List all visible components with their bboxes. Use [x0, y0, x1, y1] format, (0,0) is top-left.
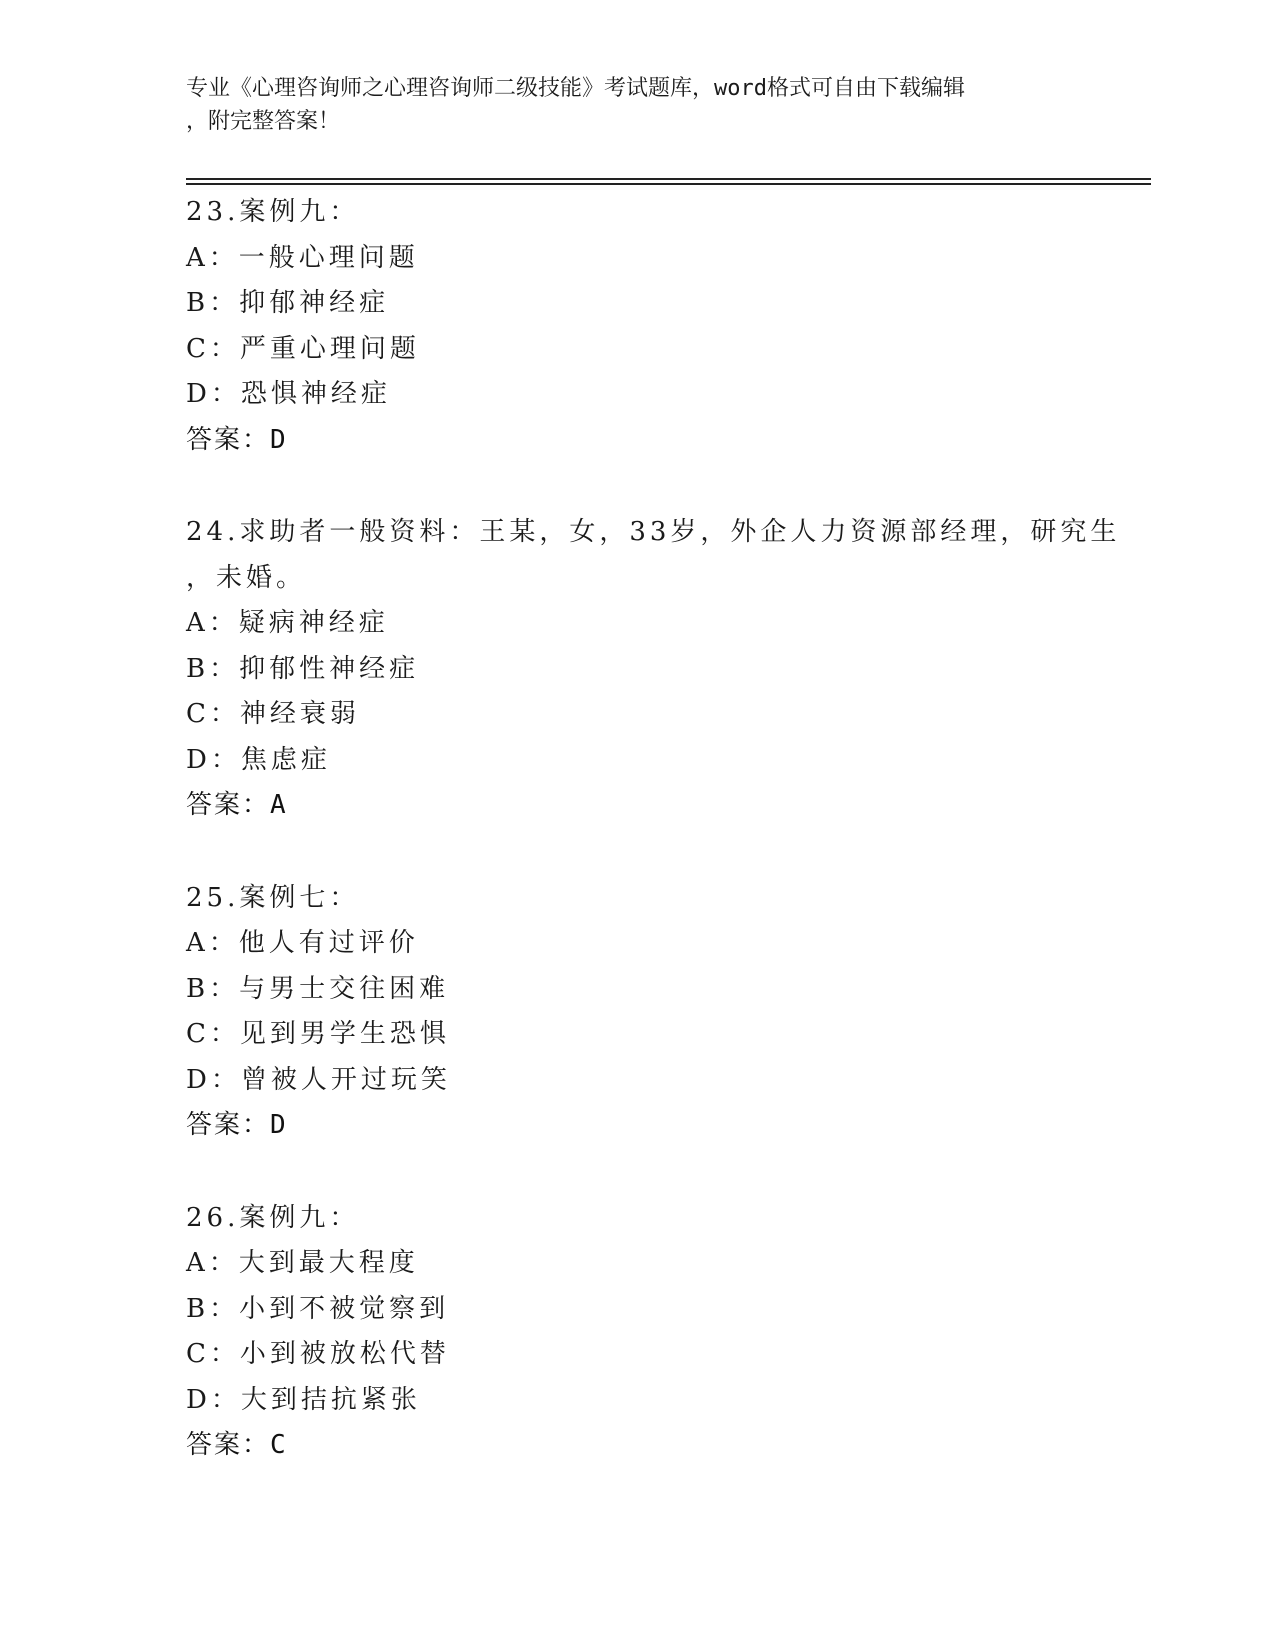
- option-d: D：恐惧神经症: [186, 379, 391, 409]
- answer-value: C: [270, 1430, 286, 1460]
- question-24: [186, 510, 1121, 829]
- answer-value: D: [270, 1110, 286, 1140]
- option-b: B：抑郁神经症: [186, 288, 390, 318]
- option-a: A：大到最大程度: [186, 1248, 419, 1278]
- answer-line: [186, 418, 1086, 464]
- answer-value: D: [270, 424, 286, 455]
- option-b: B：抑郁性神经症: [186, 653, 420, 684]
- option-d: D：曾被人开过玩笑: [186, 1064, 451, 1095]
- question-25: [186, 876, 1086, 1149]
- question-stem: 24.求助者一般资料：王某，女，33岁，外企人力资源部经理，研究生: [186, 517, 1121, 547]
- question-stem: 25.案例七：: [186, 882, 360, 913]
- answer-label: 答案：: [186, 1110, 271, 1140]
- header-line-2: ，附完整答案！: [186, 109, 341, 134]
- option-b: B：与男士交往困难: [186, 973, 450, 1004]
- header-line-1: 专业《心理咨询师之心理咨询师二级技能》考试题库，word格式可自由下载编辑: [186, 76, 965, 101]
- header-divider-top: [186, 178, 1151, 180]
- answer-line: [186, 783, 1086, 829]
- question-26: [186, 1196, 1086, 1469]
- option-c: C：严重心理问题: [186, 333, 420, 364]
- option-c: C：神经衰弱: [186, 699, 360, 729]
- answer-label: 答案：: [186, 1430, 271, 1460]
- option-c: C：见到男学生恐惧: [186, 1019, 450, 1049]
- answer-line: [186, 1423, 1086, 1469]
- option-a: A：他人有过评价: [186, 928, 419, 958]
- question-list: [186, 190, 1121, 1469]
- answer-line: [186, 1103, 1086, 1149]
- answer-value: A: [270, 790, 286, 820]
- question-stem: 26.案例九：: [186, 1202, 360, 1233]
- option-c: C：小到被放松代替: [186, 1339, 450, 1369]
- option-a: A：疑病神经症: [186, 608, 389, 638]
- header-divider-bottom: [186, 183, 1151, 185]
- answer-label: 答案：: [186, 790, 271, 820]
- question-stem-continuation: ，未婚。: [186, 562, 307, 593]
- answer-label: 答案：: [186, 424, 271, 455]
- question-stem: 23.案例九：: [186, 197, 360, 227]
- option-a: A：一般心理问题: [186, 242, 419, 273]
- option-d: D：焦虑症: [186, 744, 331, 775]
- option-b: B：小到不被觉察到: [186, 1293, 450, 1324]
- document-header: [186, 72, 1086, 138]
- option-d: D：大到拮抗紧张: [186, 1384, 421, 1415]
- question-23: [186, 190, 1086, 463]
